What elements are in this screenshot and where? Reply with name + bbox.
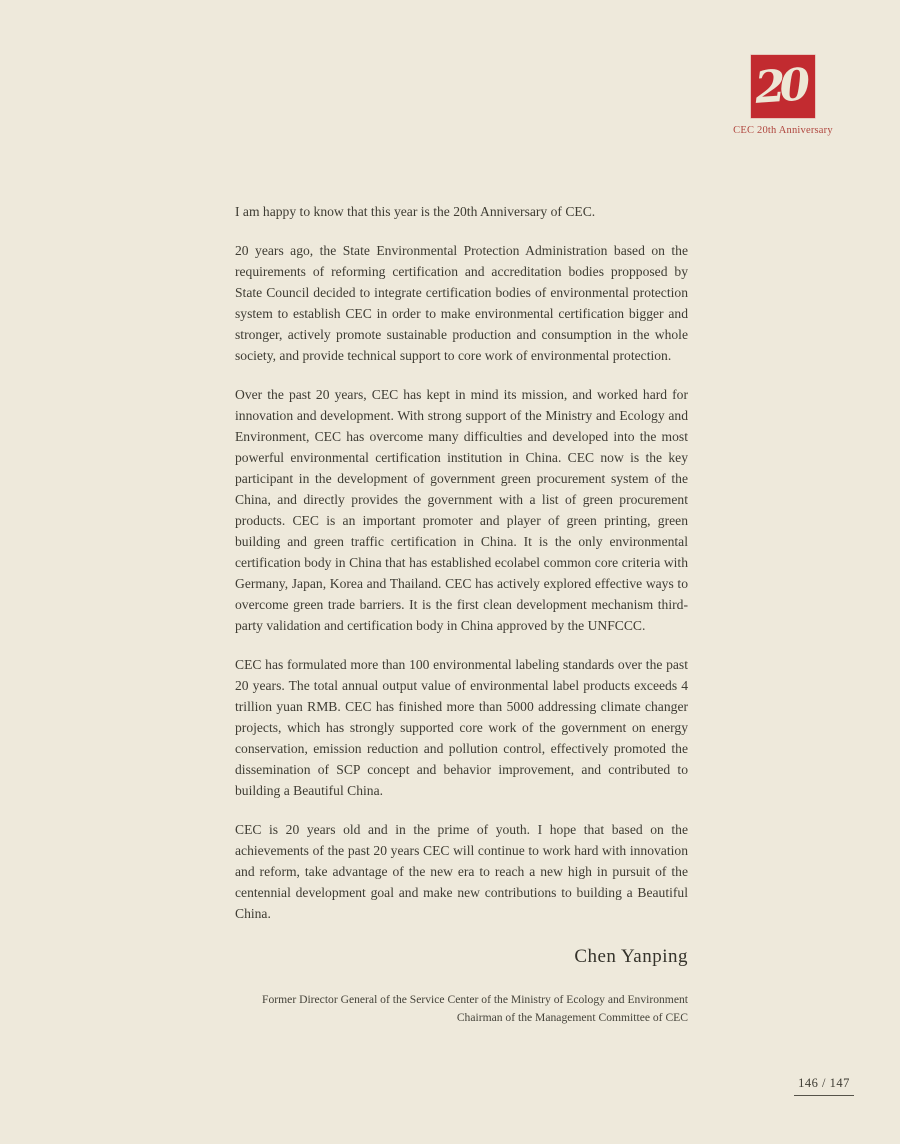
signature-name: Chen Yanping <box>574 946 688 967</box>
anniversary-20-logo-icon <box>751 55 815 118</box>
logo-caption: CEC 20th Anniversary <box>733 125 833 136</box>
signature-titles <box>235 991 688 1027</box>
cec-20th-anniversary-logo <box>718 55 848 136</box>
letter-paragraph: Over the past 20 years, CEC has kept in mind its mission, and worked hard for innovation and development. With strong support of the Ministry and Ecology and Environment, CEC has overcome many difficulties and developed into the most powerful environmental certification institution in China. CEC now is the key participant in the development of government green procurement system of the China, and directly provides the government with a list of green procurement products. CEC is an important promoter and player of green printing, green building and green traffic certification in China. It is the only environmental certification body in China that has established ecolabel common core criteria with Germany, Japan, Korea and Thailand. CEC has actively explored effective ways to overcome green trade barriers. It is the first clean development mechanism third-party validation and certification body in China approved by the UNFCCC. <box>235 387 688 633</box>
signature-title: Former Director General of the Service Center of the Ministry of Ecology and Environment <box>262 993 688 1006</box>
letter-body <box>235 201 688 924</box>
letter-paragraph: CEC is 20 years old and in the prime of youth. I hope that based on the achievements of the past 20 years CEC will continue to work hard with innovation and reform, take advantage of the new era to reach a new high in pursuit of the centennial development goal and make new contributions to building a Beautiful China. <box>235 822 688 921</box>
logo-number: 20 <box>753 59 807 114</box>
letter-paragraph: 20 years ago, the State Environmental Protection Administration based on the requirements of reforming certification and accreditation bodies propposed by State Council decided to integrate certification bodies of environmental protection system to establish CEC in order to make environmental certification bigger and stronger, actively promote sustainable production and consumption in the whole society, and provide technical support to core work of environmental protection. <box>235 243 688 363</box>
page-number: 146 / 147 <box>794 1076 854 1096</box>
signature-block <box>235 946 688 1027</box>
letter-paragraph: I am happy to know that this year is the 20th Anniversary of CEC. <box>235 204 596 219</box>
signature-title: Chairman of the Management Committee of CEC <box>456 1011 688 1024</box>
letter-paragraph: CEC has formulated more than 100 environmental labeling standards over the past 20 years. The total annual output value of environmental label products exceeds 4 trillion yuan RMB. CEC has finished more than 5000 addressing climate changer projects, which has strongly supported core work of the government on energy conservation, emission reduction and pollution control, effectively promoted the dissemination of SCP concept and behavior improvement, and contributed to building a Beautiful China. <box>235 657 688 798</box>
